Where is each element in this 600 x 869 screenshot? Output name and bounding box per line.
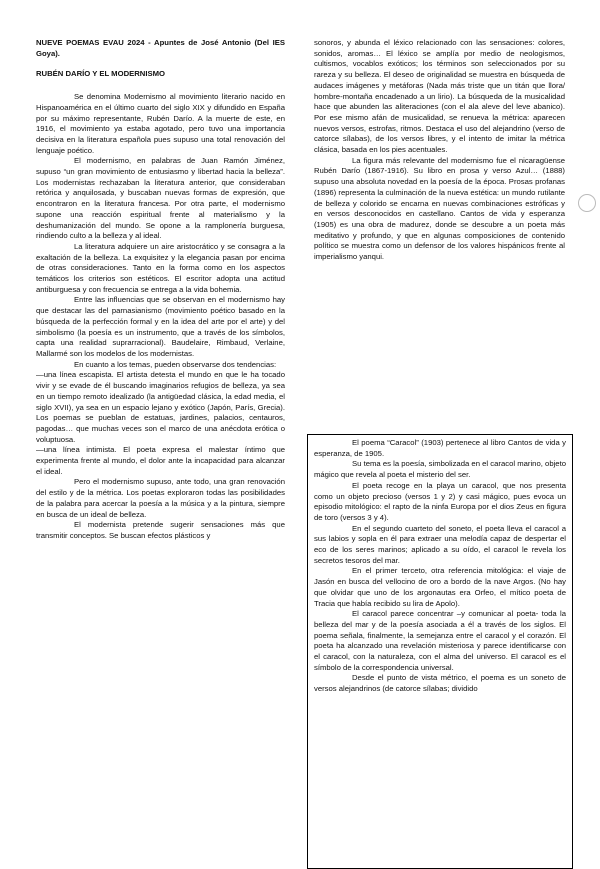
left-column (36, 38, 285, 542)
paragraph: El modernista pretende sugerir sensaciones más que transmitir conceptos. Se buscan efectos plásticos y (36, 520, 285, 540)
paragraph: —una línea escapista. El artista detesta el mundo en que le ha tocado vivir y se evade de él buscando imaginarios refugios de belleza, ya sea en un tiempo remoto idealizado (la antigüedad clásica, la edad media, el siglo XVII), ya sea en un espacio lejano y exótico (Japón, París, Grecia). Los poemas se pueblan de estatuas, jardines, palacios, centauros, pagodas… que muchas veces son el marco de una anécdota erótica o voluptuosa. (36, 370, 285, 444)
caracol-commentary-box (307, 434, 573, 869)
paragraph: El poeta recoge en la playa un caracol, que nos presenta como un objeto precioso (versos 1 y 2) y casi mágico, pues evoca un episodio mitológico: el rapto de la ninfa Europa por el dios Zeus en figura de toro (versos 3 y 4). (314, 480, 566, 522)
paragraph: El caracol parece concentrar –y comunicar al poeta- toda la belleza del mar y de la poesía asociada a él a través de los siglos. El poema señala, finalmente, la semejanza entre el caracol y el corazón. El poeta ha alcanzado una revelación misteriosa y parece identificarse con el caracol, con la naturaleza, con el alma del universo. El caracol es el símbolo de la correspondencia universal. (314, 609, 566, 672)
right-column (314, 38, 565, 263)
page-edge-marker (578, 194, 596, 212)
paragraph: —una línea intimista. El poeta expresa el malestar íntimo que experimenta frente al mundo, el dolor ante la incapacidad para alcanzar el ideal. (36, 445, 285, 476)
paragraph: En el segundo cuarteto del soneto, el poeta lleva el caracol a sus labios y sopla en él para extraer una melodía capaz de despertar el eco de los seres marinos; aplicado a su oído, el caracol le revela los secretos tesoros del mar. (314, 523, 566, 565)
paragraph: La figura más relevante del modernismo fue el nicaragüense Rubén Darío (1867-1916). Su libro en prosa y verso Azul… (1888) supuso una absoluta novedad en la poesía de la época. Prosas profanas (1896) representa la culminación de la nueva estética: un mundo rutilante de belleza y colorido se encarna en nuevas combinaciones estróficas y en versos desconocidos en castellano. Cantos de vida y esperanza (1905) es una obra de madurez, donde se descubre a un poeta más meditativo y profundo, y que en algunas composiciones de contenido político se muestra como un defensor de los valores hispánicos frente al imperialismo yanqui. (314, 155, 565, 262)
paragraph: Su tema es la poesía, simbolizada en el caracol marino, objeto mágico que revela al poeta el misterio del ser. (314, 459, 566, 480)
paragraph: Se denomina Modernismo al movimiento literario nacido en Hispanoamérica en el último cuarto del siglo XIX y difundido en España por su máximo representante, Rubén Darío. A la muerte de este, en 1916, el movimiento ya estaba agotado, pero tuvo una importancia decisiva en la literatura española pues supuso una total renovación del lenguaje poético. (36, 92, 285, 155)
paragraph: En el primer terceto, otra referencia mitológica: el viaje de Jasón en busca del vellocino de oro a bordo de la nave Argos. (No hay que olvidar que uno de los argonautas era Orfeo, el mítico poeta de Tracia que había recibido su lira de Apolo). (314, 566, 566, 608)
paragraph: Pero el modernismo supuso, ante todo, una gran renovación del estilo y de la métrica. Los poetas exploraron todas las posibilidades de la palabra para acercar la poesía a la música y a la pintura, siempre en busca de un ideal de belleza. (36, 477, 285, 519)
paragraph: sonoros, y abunda el léxico relacionado con las sensaciones: colores, sonidos, aromas… El léxico se amplía por medio de neologismos, cultismos, vocablos exóticos; los términos son seleccionados por su rareza y su belleza. El deseo de originalidad se muestra en búsqueda de audaces imágenes y metáforas (Nada más triste que un titán que llora/ hombre-montaña encadenado a un lirio). La búsqueda de la musicalidad hace que abunden las aliteraciones (con el ala aleve del leve abanico). Por ese mismo afán de musicalidad, se renueva la métrica: aparecen nuevos versos, estrofas, ritmos. Destaca el uso del alejandrino (verso de catorce sílabas), de los versos libres, y el intento de imitar la métrica clásica, basada en los pies acentuales. (314, 38, 565, 155)
paragraph: El poema “Caracol” (1903) pertenece al libro Cantos de vida y esperanza, de 1905. (314, 438, 566, 458)
paragraph: El modernismo, en palabras de Juan Ramón Jiménez, supuso “un gran movimiento de entusiasmo y libertad hacia la belleza”. Los modernistas rechazaban la literatura anterior, que consideraban retórica y anquilosada, y buscaban nuevas formas de expresión, que encontraron en la literatura francesa. Por otra parte, el modernismo supone una reacción espiritual frente al materialismo y la deshumanización del mundo. Se opone a la ramplonería burguesa, rindiendo culto a la belleza y al ideal. (36, 156, 285, 241)
paragraph: La literatura adquiere un aire aristocrático y se consagra a la exaltación de la belleza. La exquisitez y la elegancia pasan por encima de otras consideraciones. Tanto en la forma como en los aspectos temáticos los criterios son estéticos. El escritor adopta una actitud antiburguesa y con frecuencia se entrega a la vida bohemia. (36, 241, 285, 294)
paragraph: En cuanto a los temas, pueden observarse dos tendencias: (74, 359, 277, 369)
section-heading: RUBÉN DARÍO Y EL MODERNISMO (36, 69, 165, 79)
document-title: NUEVE POEMAS EVAU 2024 - Apuntes de José Antonio (Del IES Goya). (36, 38, 285, 58)
paragraph: Entre las influencias que se observan en el modernismo hay que destacar las del parnasianismo (movimiento poético basado en la búsqueda de la perfección formal y en la idea del arte por el arte) y del simbolismo (la poesía es un instrumento, que a través de los símbolos, capta una realidad suprarracional). Baudelaire, Rimbaud, Verlaine, Mallarmé son los modelos de los modernistas. (36, 295, 285, 358)
paragraph: Desde el punto de vista métrico, el poema es un soneto de versos alejandrinos (de catorce sílabas; dividido (314, 673, 566, 694)
